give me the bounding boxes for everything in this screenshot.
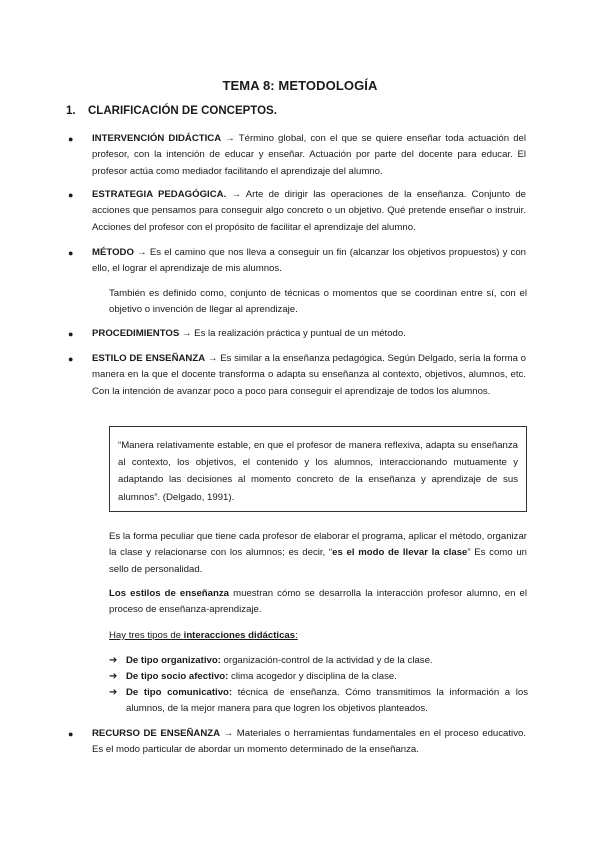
bullet-dot: ●	[68, 729, 74, 739]
tipo-item	[109, 685, 528, 718]
quote-box	[109, 426, 527, 512]
bullet-dot: ●	[68, 134, 74, 144]
section-number: 1.	[66, 105, 76, 117]
tipo-text: técnica de enseñanza. Cómo transmitimos la información a los alumnos, de la mejor manera para que logren los objetivos planteados.	[126, 687, 528, 715]
definition-metodo: → Es el camino que nos lleva a conseguir un fin (alcanzar los objetivos propuestos) y con ello, el lograr el aprendizaje de mis alumnos.	[92, 247, 526, 275]
bullet-dot: ●	[68, 190, 74, 200]
definition-estrategia-pedagogica: → Arte de dirigir las operaciones de la enseñanza. Conjunto de acciones que pensamos para conseguir algo concreto o un objetivo. Qué pretende enseñar o instruir. Acciones del profesor con el propósito de facilitar el aprendizaje del alumno.	[92, 189, 526, 233]
section-title: CLARIFICACIÓN DE CONCEPTOS.	[88, 105, 277, 117]
term-estilo-de-ensenanza: ESTILO DE ENSEÑANZA	[92, 353, 206, 364]
peculiar-text-end: ” Es como un sello de personalidad.	[109, 547, 527, 575]
tipo-item	[109, 653, 528, 669]
term-recurso-de-ensenanza: RECURSO DE ENSEÑANZA	[92, 728, 221, 739]
tipo-text: clima acogedor y disciplina de la clase.	[228, 671, 397, 682]
tipo-item	[109, 669, 528, 685]
tipo-label: De tipo organizativo:	[126, 655, 221, 666]
estilos-text: muestran cómo se desarrolla la interacción profesor alumno, en el proceso de enseñanza-aprendizaje.	[109, 588, 527, 616]
estilos-bold: Los estilos de enseñanza	[109, 588, 229, 599]
interacciones-bold: interacciones didácticas	[183, 630, 296, 641]
bullet-estrategia-pedagogica	[68, 187, 526, 236]
term-intervencion-didactica: INTERVENCIÓN DIDÁCTICA	[92, 133, 222, 144]
tipo-label: De tipo socio afectivo:	[126, 671, 229, 682]
peculiar-text-bold: es el modo de llevar la clase	[332, 547, 468, 559]
tipo-label: De tipo comunicativo:	[126, 687, 233, 698]
bullet-dot: ●	[68, 354, 74, 364]
interacciones-heading	[109, 628, 527, 644]
term-procedimientos: PROCEDIMIENTOS	[92, 328, 180, 339]
definition-estilo-de-ensenanza: → Es similar a la enseñanza pedagógica. Según Delgado, sería la forma o manera en la que el docente transforma o adapta su enseñanza al contexto, objetivos, alumnos, etc. Con la intención de avanzar poco a poco para conseguir el aprendizaje de todos los alumnos.	[92, 353, 526, 397]
bullet-dot: ●	[68, 329, 74, 339]
arrow-icon: ➔	[109, 687, 118, 698]
bullet-metodo	[68, 245, 526, 278]
arrow-icon: ➔	[109, 671, 118, 682]
interacciones-colon: :	[295, 630, 298, 641]
term-metodo: MÉTODO	[92, 247, 134, 258]
term-estrategia-pedagogica: ESTRATEGIA PEDAGÓGICA.	[92, 189, 227, 200]
definition-procedimientos: → Es la realización práctica y puntual de un método.	[179, 328, 406, 339]
paragraph-forma-peculiar	[109, 529, 527, 578]
peculiar-text-start: Es la forma peculiar que tiene cada profesor de elaborar el programa, aplicar el método, organizar la clase y relacionarse con los alumnos; es decir, “	[109, 531, 527, 559]
bullet-intervencion-didactica	[68, 131, 526, 180]
tipo-text: organización-control de la actividad y de la clase.	[220, 655, 433, 666]
arrow-icon: ➔	[109, 655, 118, 666]
bullet-estilo-de-ensenanza	[68, 351, 526, 400]
paragraph-estilos	[109, 586, 527, 619]
definition-intervencion-didactica: → Término global, con el que se quiere enseñar toda actuación del profesor, con la intención de educar y enseñar. Actuación por parte del docente para educar. El profesor actúa como mediador facilitando el aprendizaje del alumno.	[92, 133, 526, 177]
definition-recurso-de-ensenanza: → Materiales o herramientas fundamentales en el proceso educativo. Es el modo particular de abordar un momento determinado de la enseñanza.	[92, 728, 526, 756]
bullet-dot: ●	[68, 248, 74, 258]
page-title: TEMA 8: METODOLOGÍA	[222, 78, 378, 93]
quote-delgado: “Manera relativamente estable, en que el profesor de manera reflexiva, adapta su enseñanza al contexto, los objetivos, el contenido y los alumnos, interaccionando mutuamente y adaptando las decisiones al momento concreto de la enseñanza y aprendizaje de sus alumnos”. (Delgado, 1991).	[118, 440, 518, 503]
paragraph-metodo-extra: También es definido como, conjunto de técnicas o momentos que se coordinan entre sí, con el objetivo o invención de llegar al aprendizaje.	[109, 288, 527, 316]
section-heading	[66, 105, 277, 117]
bullet-recurso-de-ensenanza	[68, 726, 526, 759]
interacciones-intro: Hay tres tipos de	[109, 630, 184, 641]
bullet-procedimientos	[68, 326, 526, 342]
